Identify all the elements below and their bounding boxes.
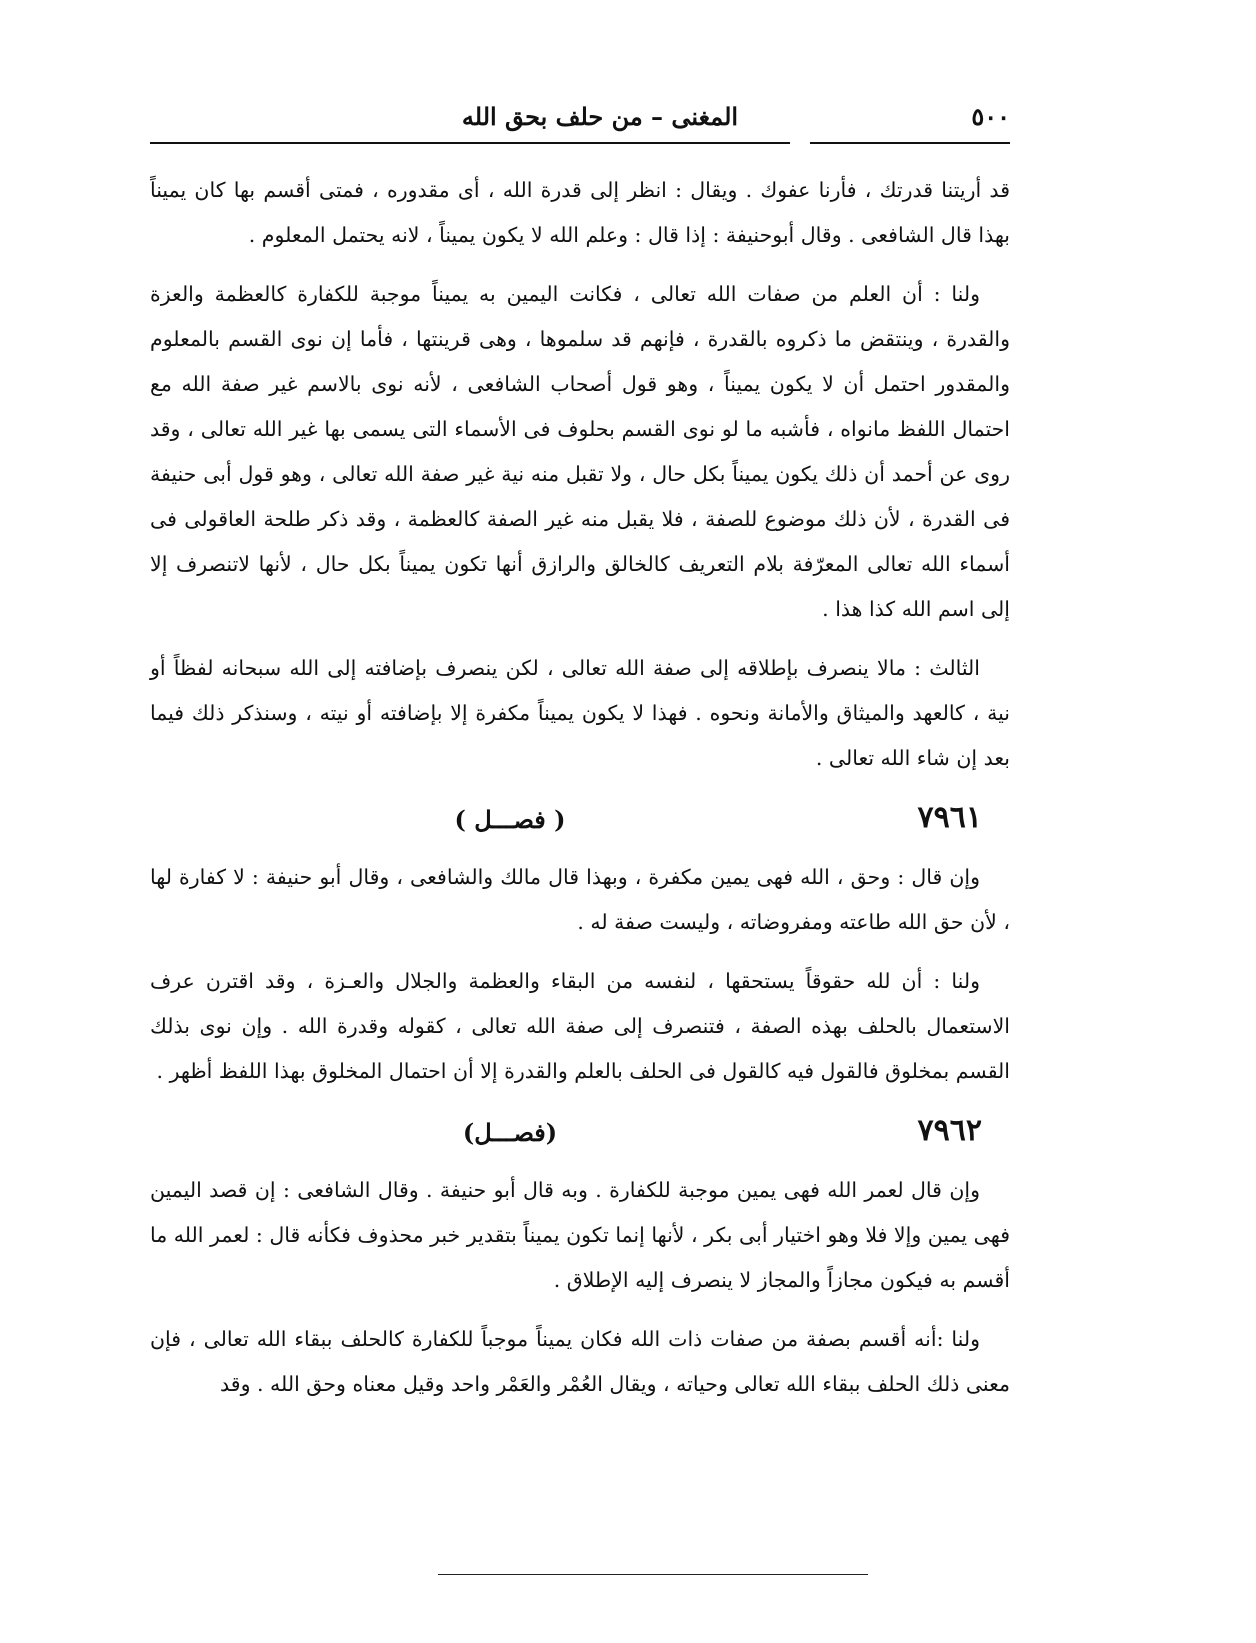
page-header bbox=[150, 92, 1010, 152]
section-number: ٧٩٦٢ bbox=[917, 1113, 982, 1148]
paragraph: ولنا : أن لله حقوقاً يستحقها ، لنفسه من البقاء والعظمة والجلال والعـزة ، وقد اقترن عرف الاستعمال بالحلف بهذه الصفة ، فتنصرف إلى صفة الله تعالى ، كقوله وقدرة الله . وإن نوى بذلك القسم بمخلوق فالقول فيه كالقول فى الحلف بالعلم والقدرة إلا أن احتمال المخلوق بهذا اللفظ أظهر . bbox=[150, 969, 1010, 1083]
header-rule bbox=[810, 142, 1010, 144]
paragraph: ولنا :أنه أقسم بصفة من صفات ذات الله فكان يميناً موجباً للكفارة كالحلف ببقاء الله تعالى ، فإن معنى ذلك الحلف ببقاء الله تعالى وحياته ، ويقال العُمْر والعَمْر واحد وقيل معناه وحق الله . وقد bbox=[150, 1327, 1010, 1396]
section-number: ٧٩٦١ bbox=[917, 800, 982, 835]
running-title: المغنى – من حلف بحق الله bbox=[461, 102, 739, 131]
paragraph: وإن قال : وحق ، الله فهى يمين مكفرة ، وبهذا قال مالك والشافعى ، وقال أبو حنيفة : لا كفارة لها ، لأن حق الله طاعته ومفروضاته ، وليست صفة له . bbox=[150, 865, 1010, 934]
page-number: ٥٠٠ bbox=[971, 102, 1010, 131]
section-title: ( فصـــل ) bbox=[454, 805, 566, 834]
paragraph: وإن قال لعمر الله فهى يمين موجبة للكفارة . وبه قال أبو حنيفة . وقال الشافعى : إن قصد اليمين فهى يمين وإلا فلا وهو اختيار أبى بكر ، لأنها إنما تكون يميناً بتقدير خبر محذوف فكأنه قال : لعمر الله ما أقسم به فيكون مجازاً والمجاز لا ينصرف إليه الإطلاق . bbox=[150, 1178, 1010, 1292]
paragraph: قد أريتنا قدرتك ، فأرنا عفوك . ويقال : انظر إلى قدرة الله ، أى مقدوره ، فمتى أقسم بها كان يميناً بهذا قال الشافعى . وقال أبوحنيفة : إذا قال : وعلم الله لا يكون يميناً ، لانه يحتمل المعلوم . bbox=[150, 178, 1010, 247]
footer-rule bbox=[438, 1574, 868, 1575]
paragraph: الثالث : مالا ينصرف بإطلاقه إلى صفة الله تعالى ، لكن ينصرف بإضافته إلى الله سبحانه لفظاً أو نية ، كالعهد والميثاق والأمانة ونحوه . فهذا لا يكون يميناً مكفرة إلا بإضافته أو نيته ، وسنذكر ذلك فيما بعد إن شاء الله تعالى . bbox=[150, 656, 1010, 770]
section-heading bbox=[150, 795, 1010, 843]
main-text bbox=[150, 168, 1010, 1421]
section-heading bbox=[150, 1108, 1010, 1156]
section-title: (فصـــل) bbox=[462, 1118, 558, 1147]
paragraph: ولنا : أن العلم من صفات الله تعالى ، فكانت اليمين به يميناً موجبة للكفارة كالعظمة والعزة والقدرة ، وينتقض ما ذكروه بالقدرة ، فإنهم قد سلموها ، وهى قرينتها ، فأما إن نوى القسم بالمعلوم والمقدور احتمل أن لا يكون يميناً ، وهو قول أصحاب الشافعى ، لأنه نوى بالاسم غير صفة الله مع احتمال اللفظ مانواه ، فأشبه ما لو نوى القسم بحلوف فى الأسماء التى يسمى بها غير الله تعالى ، وقد روى عن أحمد أن ذلك يكون يميناً بكل حال ، ولا تقبل منه نية غير صفة الله تعالى ، وهو قول أبى حنيفة فى القدرة ، لأن ذلك موضوع للصفة ، فلا يقبل منه غير الصفة كالعظمة ، وقد ذكر طلحة العاقولى فى أسماء الله تعالى المعرّفة بلام التعريف كالخالق والرازق أنها تكون يميناً بكل حال ، لأنها لاتنصرف إلا إلى اسم الله كذا هذا . bbox=[150, 282, 1010, 621]
header-rule bbox=[150, 142, 790, 144]
